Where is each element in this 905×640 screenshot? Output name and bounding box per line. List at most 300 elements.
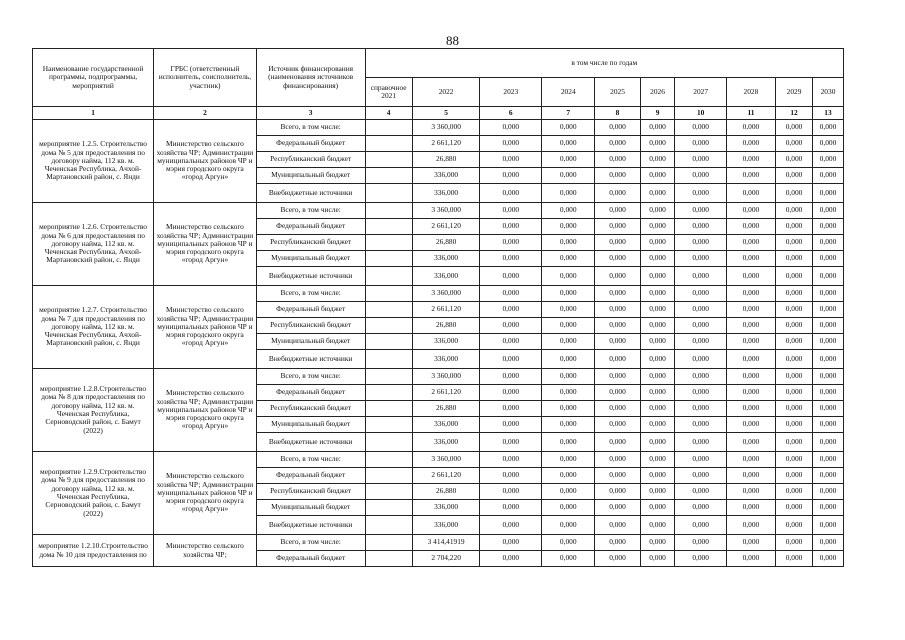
- ref-2021-value: [365, 452, 412, 468]
- year-value: 0,000: [640, 302, 675, 318]
- year-value: 0,000: [542, 302, 595, 318]
- year-value: 0,000: [675, 318, 726, 334]
- year-value: 336,000: [412, 168, 480, 184]
- year-value: 0,000: [776, 152, 813, 168]
- year-value: 0,000: [675, 385, 726, 401]
- year-value: 0,000: [640, 136, 675, 152]
- year-value: 2 661,120: [412, 302, 480, 318]
- funding-source: Внебюджетные источники: [256, 433, 365, 452]
- year-value: 0,000: [480, 152, 542, 168]
- header-name: Наименование государственной программы, подпрограммы, мероприятий: [33, 49, 154, 107]
- year-value: 336,000: [412, 516, 480, 535]
- year-value: 0,000: [726, 318, 775, 334]
- year-value: 0,000: [640, 433, 675, 452]
- year-value: 0,000: [640, 551, 675, 567]
- year-value: 0,000: [542, 535, 595, 551]
- funding-source: Внебюджетные источники: [256, 516, 365, 535]
- year-value: 0,000: [776, 302, 813, 318]
- column-number: 4: [365, 107, 412, 120]
- year-value: 0,000: [675, 350, 726, 369]
- year-value: 0,000: [675, 484, 726, 500]
- year-value: 0,000: [480, 385, 542, 401]
- year-value: 0,000: [776, 385, 813, 401]
- year-value: 0,000: [480, 136, 542, 152]
- funding-source: Внебюджетные источники: [256, 267, 365, 286]
- year-value: 0,000: [542, 203, 595, 219]
- year-value: 0,000: [640, 184, 675, 203]
- year-value: 0,000: [813, 401, 844, 417]
- year-value: 0,000: [813, 168, 844, 184]
- ref-2021-value: [365, 203, 412, 219]
- funding-source: Внебюджетные источники: [256, 350, 365, 369]
- column-number: 3: [256, 107, 365, 120]
- year-value: 0,000: [776, 401, 813, 417]
- year-value: 0,000: [813, 152, 844, 168]
- year-value: 3 360,000: [412, 203, 480, 219]
- year-value: 0,000: [776, 535, 813, 551]
- funding-source: Федеральный бюджет: [256, 385, 365, 401]
- year-value: 0,000: [640, 535, 675, 551]
- year-value: 0,000: [480, 452, 542, 468]
- column-number: 8: [595, 107, 640, 120]
- year-value: 0,000: [675, 267, 726, 286]
- year-value: 3 360,000: [412, 452, 480, 468]
- year-value: 0,000: [595, 267, 640, 286]
- ref-2021-value: [365, 535, 412, 551]
- year-value: 2 661,120: [412, 219, 480, 235]
- responsible-executor: Министерство сельского хозяйства ЧР; Администрации муниципальных районов ЧР и мэрия городского округа «город Аргун»: [154, 452, 257, 535]
- year-value: 0,000: [776, 267, 813, 286]
- year-value: 0,000: [595, 350, 640, 369]
- year-value: 0,000: [776, 136, 813, 152]
- header-year: 2030: [813, 78, 844, 107]
- funding-source: Всего, в том числе:: [256, 203, 365, 219]
- year-value: 0,000: [675, 500, 726, 516]
- year-value: 0,000: [726, 452, 775, 468]
- year-value: 0,000: [640, 334, 675, 350]
- year-value: 0,000: [776, 551, 813, 567]
- year-value: 0,000: [813, 203, 844, 219]
- header-year: 2025: [595, 78, 640, 107]
- year-value: 0,000: [595, 535, 640, 551]
- year-value: 0,000: [640, 267, 675, 286]
- year-value: 26,880: [412, 235, 480, 251]
- year-value: 0,000: [726, 401, 775, 417]
- year-value: 0,000: [776, 203, 813, 219]
- column-number: 6: [480, 107, 542, 120]
- year-value: 0,000: [542, 184, 595, 203]
- column-number: 5: [412, 107, 480, 120]
- year-value: 0,000: [542, 500, 595, 516]
- ref-2021-value: [365, 152, 412, 168]
- year-value: 0,000: [595, 184, 640, 203]
- year-value: 0,000: [480, 184, 542, 203]
- year-value: 336,000: [412, 350, 480, 369]
- column-number: 1: [33, 107, 154, 120]
- year-value: 2 661,120: [412, 385, 480, 401]
- ref-2021-value: [365, 417, 412, 433]
- header-year: 2028: [726, 78, 775, 107]
- year-value: 0,000: [776, 516, 813, 535]
- year-value: 0,000: [542, 251, 595, 267]
- activity-name: мероприятие 1.2.5. Строительство дома № 5 для предоставления по договору найма, 112 кв. м. Чеченская Республика, Ачхой-Мартановский район, с. Янди: [33, 120, 154, 203]
- year-value: 0,000: [542, 152, 595, 168]
- year-value: 0,000: [675, 251, 726, 267]
- ref-2021-value: [365, 302, 412, 318]
- funding-source: Всего, в том числе:: [256, 286, 365, 302]
- year-value: 0,000: [480, 516, 542, 535]
- year-value: 0,000: [726, 219, 775, 235]
- year-value: 0,000: [595, 500, 640, 516]
- column-number: 13: [813, 107, 844, 120]
- year-value: 0,000: [595, 551, 640, 567]
- year-value: 0,000: [813, 350, 844, 369]
- year-value: 0,000: [813, 516, 844, 535]
- year-value: 0,000: [776, 417, 813, 433]
- year-value: 0,000: [640, 203, 675, 219]
- header-year: 2026: [640, 78, 675, 107]
- year-value: 0,000: [542, 350, 595, 369]
- ref-2021-value: [365, 385, 412, 401]
- year-value: 336,000: [412, 251, 480, 267]
- ref-2021-value: [365, 168, 412, 184]
- year-value: 0,000: [480, 203, 542, 219]
- year-value: 0,000: [776, 318, 813, 334]
- year-value: 0,000: [480, 551, 542, 567]
- year-value: 0,000: [480, 318, 542, 334]
- year-value: 0,000: [813, 318, 844, 334]
- year-value: 0,000: [813, 417, 844, 433]
- responsible-executor: Министерство сельского хозяйства ЧР; Администрации муниципальных районов ЧР и мэрия городского округа «город Аргун»: [154, 369, 257, 452]
- year-value: 0,000: [726, 120, 775, 136]
- header-ref-year: справочное 2021: [365, 78, 412, 107]
- year-value: 0,000: [595, 468, 640, 484]
- year-value: 0,000: [595, 136, 640, 152]
- year-value: 3 414,41919: [412, 535, 480, 551]
- year-value: 0,000: [542, 452, 595, 468]
- year-value: 0,000: [480, 334, 542, 350]
- year-value: 0,000: [813, 551, 844, 567]
- year-value: 0,000: [776, 120, 813, 136]
- year-value: 0,000: [813, 535, 844, 551]
- ref-2021-value: [365, 516, 412, 535]
- funding-source: Всего, в том числе:: [256, 535, 365, 551]
- year-value: 0,000: [675, 286, 726, 302]
- funding-source: Республиканский бюджет: [256, 484, 365, 500]
- year-value: 0,000: [813, 136, 844, 152]
- year-value: 0,000: [726, 516, 775, 535]
- year-value: 0,000: [480, 168, 542, 184]
- year-value: 0,000: [675, 219, 726, 235]
- year-value: 0,000: [776, 251, 813, 267]
- year-value: 0,000: [640, 286, 675, 302]
- table-row: [33, 369, 844, 385]
- year-value: 0,000: [813, 452, 844, 468]
- header-year: 2022: [412, 78, 480, 107]
- year-value: 0,000: [726, 184, 775, 203]
- ref-2021-value: [365, 369, 412, 385]
- year-value: 0,000: [813, 286, 844, 302]
- year-value: 26,880: [412, 401, 480, 417]
- year-value: 0,000: [726, 500, 775, 516]
- year-value: 0,000: [480, 417, 542, 433]
- ref-2021-value: [365, 184, 412, 203]
- funding-source: Муниципальный бюджет: [256, 334, 365, 350]
- year-value: 0,000: [675, 468, 726, 484]
- page-number: 88: [446, 33, 459, 48]
- year-value: 0,000: [640, 369, 675, 385]
- year-value: 0,000: [542, 484, 595, 500]
- responsible-executor: Министерство сельского хозяйства ЧР; Администрации муниципальных районов ЧР и мэрия городского округа «город Аргун»: [154, 286, 257, 369]
- year-value: 0,000: [726, 203, 775, 219]
- column-number: 12: [776, 107, 813, 120]
- ref-2021-value: [365, 235, 412, 251]
- year-value: 0,000: [480, 302, 542, 318]
- funding-source: Федеральный бюджет: [256, 551, 365, 567]
- year-value: 0,000: [813, 235, 844, 251]
- year-value: 0,000: [640, 500, 675, 516]
- year-value: 336,000: [412, 267, 480, 286]
- funding-source: Муниципальный бюджет: [256, 500, 365, 516]
- year-value: 0,000: [776, 484, 813, 500]
- year-value: 0,000: [776, 168, 813, 184]
- year-value: 0,000: [776, 235, 813, 251]
- year-value: 0,000: [595, 401, 640, 417]
- year-value: 0,000: [542, 516, 595, 535]
- year-value: 0,000: [776, 468, 813, 484]
- year-value: 0,000: [480, 535, 542, 551]
- year-value: 0,000: [595, 334, 640, 350]
- year-value: 0,000: [640, 417, 675, 433]
- year-value: 0,000: [675, 551, 726, 567]
- year-value: 0,000: [595, 318, 640, 334]
- ref-2021-value: [365, 468, 412, 484]
- year-value: 336,000: [412, 500, 480, 516]
- year-value: 0,000: [813, 219, 844, 235]
- year-value: 0,000: [675, 433, 726, 452]
- header-year: 2023: [480, 78, 542, 107]
- year-value: 0,000: [480, 267, 542, 286]
- year-value: 0,000: [542, 120, 595, 136]
- year-value: 0,000: [640, 401, 675, 417]
- year-value: 0,000: [640, 235, 675, 251]
- year-value: 0,000: [595, 433, 640, 452]
- responsible-executor: Министерство сельского хозяйства ЧР; Администрации муниципальных районов ЧР и мэрия городского округа «город Аргун»: [154, 120, 257, 203]
- year-value: 336,000: [412, 184, 480, 203]
- year-value: 2 661,120: [412, 136, 480, 152]
- year-value: 0,000: [726, 551, 775, 567]
- header-year: 2029: [776, 78, 813, 107]
- year-value: 0,000: [480, 369, 542, 385]
- funding-source: Муниципальный бюджет: [256, 168, 365, 184]
- year-value: 0,000: [813, 433, 844, 452]
- year-value: 0,000: [726, 168, 775, 184]
- year-value: 0,000: [675, 401, 726, 417]
- year-value: 0,000: [542, 551, 595, 567]
- year-value: 0,000: [726, 334, 775, 350]
- year-value: 0,000: [675, 535, 726, 551]
- year-value: 0,000: [640, 120, 675, 136]
- year-value: 0,000: [640, 484, 675, 500]
- year-value: 0,000: [675, 184, 726, 203]
- year-value: 0,000: [726, 417, 775, 433]
- ref-2021-value: [365, 219, 412, 235]
- year-value: 0,000: [675, 516, 726, 535]
- year-value: 3 360,000: [412, 369, 480, 385]
- year-value: 0,000: [595, 235, 640, 251]
- column-number: 9: [640, 107, 675, 120]
- year-value: 2 704,220: [412, 551, 480, 567]
- year-value: 0,000: [595, 452, 640, 468]
- year-value: 26,880: [412, 152, 480, 168]
- year-value: 0,000: [542, 417, 595, 433]
- year-value: 0,000: [480, 251, 542, 267]
- year-value: 0,000: [640, 468, 675, 484]
- header-year: 2027: [675, 78, 726, 107]
- funding-source: Республиканский бюджет: [256, 318, 365, 334]
- year-value: 0,000: [640, 452, 675, 468]
- year-value: 0,000: [813, 369, 844, 385]
- funding-source: Всего, в том числе:: [256, 369, 365, 385]
- year-value: 0,000: [675, 168, 726, 184]
- header-year: 2024: [542, 78, 595, 107]
- year-value: 0,000: [595, 302, 640, 318]
- funding-source: Всего, в том числе:: [256, 452, 365, 468]
- activity-name: мероприятие 1.2.8.Строительство дома № 8 для предоставления по договору найма, 112 кв. м. Чеченская Республика, Серноводский район, с. Бамут (2022): [33, 369, 154, 452]
- table-row: [33, 203, 844, 219]
- year-value: 0,000: [675, 369, 726, 385]
- year-value: 0,000: [726, 286, 775, 302]
- year-value: 0,000: [480, 433, 542, 452]
- year-value: 0,000: [776, 433, 813, 452]
- year-value: 0,000: [542, 401, 595, 417]
- year-value: 0,000: [675, 235, 726, 251]
- year-value: 0,000: [813, 251, 844, 267]
- activity-name: мероприятие 1.2.10.Строительство дома № 10 для предоставления по: [33, 535, 154, 567]
- year-value: 0,000: [726, 350, 775, 369]
- table-row: [33, 286, 844, 302]
- year-value: 0,000: [542, 136, 595, 152]
- ref-2021-value: [365, 551, 412, 567]
- year-value: 0,000: [542, 267, 595, 286]
- year-value: 0,000: [595, 203, 640, 219]
- header-grbs: ГРБС (ответственный исполнитель, соисполнитель, участник): [154, 49, 257, 107]
- year-value: 0,000: [480, 500, 542, 516]
- year-value: 0,000: [675, 136, 726, 152]
- year-value: 0,000: [726, 484, 775, 500]
- responsible-executor: Министерство сельского хозяйства ЧР; Администрации муниципальных районов ЧР и мэрия городского округа «город Аргун»: [154, 203, 257, 286]
- year-value: 0,000: [675, 452, 726, 468]
- ref-2021-value: [365, 120, 412, 136]
- funding-source: Федеральный бюджет: [256, 302, 365, 318]
- year-value: 0,000: [776, 219, 813, 235]
- ref-2021-value: [365, 334, 412, 350]
- year-value: 0,000: [480, 286, 542, 302]
- year-value: 0,000: [640, 152, 675, 168]
- ref-2021-value: [365, 251, 412, 267]
- responsible-executor: Министерство сельского хозяйства ЧР;: [154, 535, 257, 567]
- year-value: 0,000: [813, 468, 844, 484]
- year-value: 0,000: [640, 168, 675, 184]
- year-value: 0,000: [776, 350, 813, 369]
- year-value: 0,000: [595, 516, 640, 535]
- year-value: 0,000: [813, 385, 844, 401]
- year-value: 0,000: [595, 152, 640, 168]
- year-value: 3 360,000: [412, 286, 480, 302]
- year-value: 0,000: [726, 136, 775, 152]
- year-value: 0,000: [776, 334, 813, 350]
- year-value: 0,000: [776, 286, 813, 302]
- year-value: 0,000: [595, 168, 640, 184]
- header-source: Источник финансирования (наименования источников финансирования): [256, 49, 365, 107]
- year-value: 26,880: [412, 484, 480, 500]
- year-value: 0,000: [776, 500, 813, 516]
- ref-2021-value: [365, 484, 412, 500]
- year-value: 0,000: [480, 401, 542, 417]
- funding-source: Республиканский бюджет: [256, 235, 365, 251]
- year-value: 0,000: [542, 318, 595, 334]
- year-value: 0,000: [726, 369, 775, 385]
- year-value: 0,000: [813, 334, 844, 350]
- year-value: 2 661,120: [412, 468, 480, 484]
- year-value: 0,000: [542, 235, 595, 251]
- column-number: 2: [154, 107, 257, 120]
- header-by-years: в том числе по годам: [365, 49, 843, 78]
- table-row: [33, 452, 844, 468]
- year-value: 0,000: [595, 385, 640, 401]
- year-value: 0,000: [542, 369, 595, 385]
- year-value: 0,000: [675, 417, 726, 433]
- funding-source: Всего, в том числе:: [256, 120, 365, 136]
- year-value: 0,000: [675, 152, 726, 168]
- year-value: 0,000: [675, 302, 726, 318]
- year-value: 336,000: [412, 417, 480, 433]
- year-value: 0,000: [675, 334, 726, 350]
- funding-source: Федеральный бюджет: [256, 468, 365, 484]
- year-value: 0,000: [813, 500, 844, 516]
- ref-2021-value: [365, 318, 412, 334]
- ref-2021-value: [365, 350, 412, 369]
- year-value: 0,000: [595, 484, 640, 500]
- funding-source: Муниципальный бюджет: [256, 417, 365, 433]
- funding-source: Внебюджетные источники: [256, 184, 365, 203]
- year-value: 0,000: [542, 385, 595, 401]
- year-value: 0,000: [640, 350, 675, 369]
- ref-2021-value: [365, 136, 412, 152]
- year-value: 0,000: [675, 120, 726, 136]
- year-value: 0,000: [542, 334, 595, 350]
- year-value: 0,000: [813, 184, 844, 203]
- year-value: 26,880: [412, 318, 480, 334]
- year-value: 0,000: [640, 516, 675, 535]
- table-row: [33, 120, 844, 136]
- year-value: 0,000: [776, 184, 813, 203]
- year-value: 336,000: [412, 334, 480, 350]
- year-value: 0,000: [813, 267, 844, 286]
- year-value: 0,000: [640, 385, 675, 401]
- year-value: 0,000: [726, 302, 775, 318]
- year-value: 0,000: [640, 219, 675, 235]
- year-value: 0,000: [726, 433, 775, 452]
- year-value: 0,000: [675, 203, 726, 219]
- year-value: 0,000: [726, 235, 775, 251]
- year-value: 0,000: [726, 267, 775, 286]
- year-value: 0,000: [726, 535, 775, 551]
- year-value: 0,000: [542, 468, 595, 484]
- ref-2021-value: [365, 267, 412, 286]
- year-value: 0,000: [595, 251, 640, 267]
- year-value: 0,000: [480, 235, 542, 251]
